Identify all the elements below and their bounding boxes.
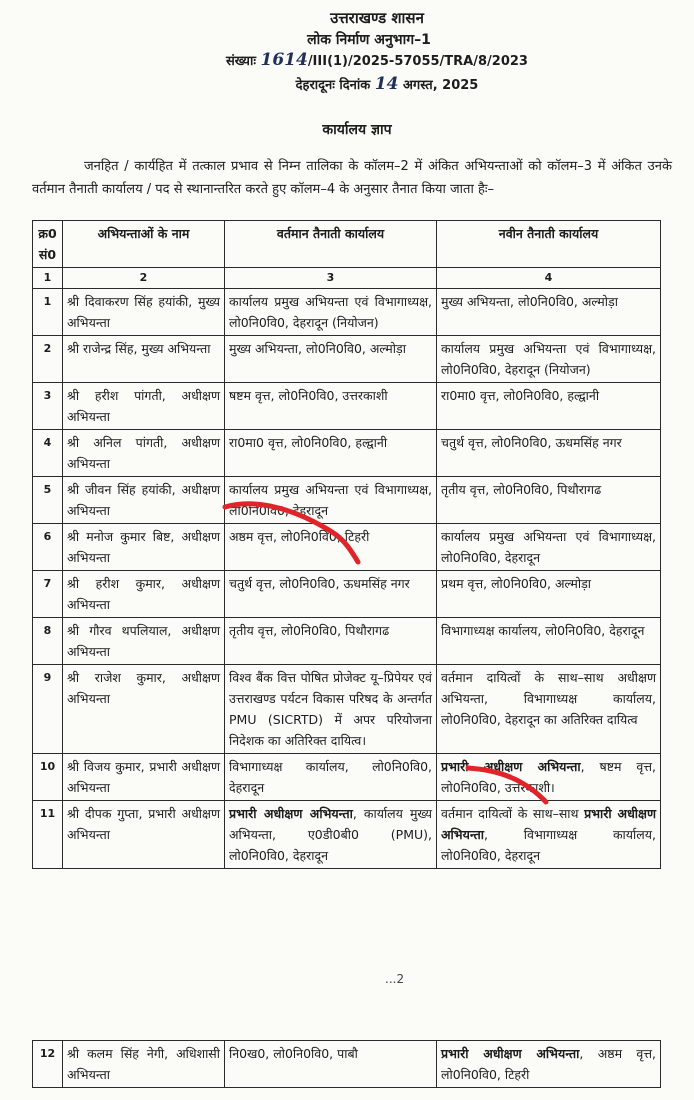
date-day-handwritten: 14 [374, 74, 399, 94]
serial-cell: 5 [33, 477, 63, 524]
serial-cell: 4 [33, 430, 63, 477]
name-cell: श्री हरीश पांगती, अधीक्षण अभियन्ता [63, 383, 225, 430]
new-office-cell: कार्यालय प्रमुख अभियन्ता एवं विभागाध्यक्ष, लो0नि0वि0, देहरादून (नियोजन) [437, 336, 661, 383]
new-office-text: , विभागाध्यक्ष कार्यालय, लो0नि0वि0, देहरादून [441, 827, 656, 863]
date-prefix: देहरादूनः दिनांक [295, 78, 371, 93]
serial-cell: 10 [33, 754, 63, 801]
new-office-cell: विभागाध्यक्ष कार्यालय, लो0नि0वि0, देहरादून [437, 618, 661, 665]
new-office-cell [437, 754, 661, 801]
ref-number-handwritten: 1614 [260, 50, 308, 70]
new-office-cell: चतुर्थ वृत्त, लो0नि0वि0, ऊधमसिंह नगर [437, 430, 661, 477]
current-office-cell: विश्व बैंक वित्त पोषित प्रोजेक्ट यू–प्रिपेयर एवं उत्तराखण्ड पर्यटन विकास परिषद के अन्तर्गत PMU (SICRTD) में अपर परियोजना निदेशक का अतिरिक्त दायित्व। [225, 665, 437, 754]
header-serial: क्र0 सं0 [33, 221, 63, 268]
ref-prefix: संख्याः [226, 54, 256, 69]
new-office-bold: प्रभारी अधीक्षण अभियन्ता [441, 806, 656, 842]
name-cell: श्री दिवाकरण सिंह हयांकी, मुख्य अभियन्ता [63, 289, 225, 336]
name-cell: श्री कलम सिंह नेगी, अधिशासी अभियन्ता [63, 1041, 225, 1088]
table-row [33, 665, 661, 754]
current-office-cell: मुख्य अभियन्ता, लो0नि0वि0, अल्मोड़ा [225, 336, 437, 383]
ref-suffix: /III(1)/2025-57055/TRA/8/2023 [307, 54, 528, 69]
table-row [33, 571, 661, 618]
page-break [0, 958, 694, 1038]
current-office-cell: षष्टम वृत्त, लो0नि0वि0, उत्तरकाशी [225, 383, 437, 430]
serial-cell: 8 [33, 618, 63, 665]
name-cell: श्री मनोज कुमार बिष्ट, अधीक्षण अभियन्ता [63, 524, 225, 571]
new-office-text: , अष्ठम वृत्त, लो0नि0वि0, टिहरी [441, 1046, 656, 1082]
date-suffix: अगस्त, 2025 [402, 78, 479, 93]
new-office-text: , षष्टम वृत्त, लो0नि0वि0, उत्तरकाशी। [441, 759, 656, 795]
table-row [33, 383, 661, 430]
name-cell: श्री हरीश कुमार, अधीक्षण अभियन्ता [63, 571, 225, 618]
intro-paragraph: जनहित / कार्यहित में तत्काल प्रभाव से निम्न तालिका के कॉलम–2 में अंकित अभियन्ताओं को कॉलम–3 में अंकित उनके वर्तमान तैनाती कार्यालय / पद से स्थानान्तरित करते हुए कॉलम–4 के अनुसार तैनात किया जाता हैः– [32, 159, 672, 197]
page-continuation-mark: ...2 [385, 972, 405, 986]
new-office-cell: प्रथम वृत्त, लो0नि0वि0, अल्मोड़ा [437, 571, 661, 618]
current-office-cell: कार्यालय प्रमुख अभियन्ता एवं विभागाध्यक्ष, लो0नि0वि0, देहरादून (नियोजन) [225, 289, 437, 336]
current-office-cell [225, 801, 437, 869]
serial-cell: 7 [33, 571, 63, 618]
new-office-cell: मुख्य अभियन्ता, लो0नि0वि0, अल्मोड़ा [437, 289, 661, 336]
section-heading: लोक निर्माण अनुभाग–1 [307, 32, 431, 48]
table-row [33, 524, 661, 571]
serial-cell: 6 [33, 524, 63, 571]
col-index: 2 [63, 268, 225, 289]
new-office-cell: रा0मा0 वृत्त, लो0नि0वि0, हल्द्वानी [437, 383, 661, 430]
table-row [33, 477, 661, 524]
col-index: 4 [437, 268, 661, 289]
serial-cell: 12 [33, 1041, 63, 1088]
memo-title: कार्यालय ज्ञाप [322, 122, 392, 138]
name-cell: श्री राजेन्द्र सिंह, मुख्य अभियन्ता [63, 336, 225, 383]
current-office-cell: विभागाध्यक्ष कार्यालय, लो0नि0वि0, देहरादून [225, 754, 437, 801]
col-index: 3 [225, 268, 437, 289]
current-office-cell: नि0ख0, लो0नि0वि0, पाबौ [225, 1041, 437, 1088]
new-office-cell: वर्तमान दायित्वों के साथ–साथ अधीक्षण अभियन्ता, विभागाध्यक्ष कार्यालय, लो0नि0वि0, देहरादून का अतिरिक्त दायित्व [437, 665, 661, 754]
current-office-text: , कार्यालय मुख्य अभियन्ता, ए0डी0बी0 (PMU), लो0नि0वि0, देहरादून [229, 806, 432, 863]
current-office-cell: रा0मा0 वृत्त, लो0नि0वि0, हल्द्वानी [225, 430, 437, 477]
new-office-cell: कार्यालय प्रमुख अभियन्ता एवं विभागाध्यक्ष, लो0नि0वि0, देहरादून [437, 524, 661, 571]
new-office-bold: प्रभारी अधीक्षण अभियन्ता [441, 759, 581, 774]
name-cell: श्री विजय कुमार, प्रभारी अधीक्षण अभियन्ता [63, 754, 225, 801]
transfer-table-continued [32, 1040, 661, 1088]
header-new-office: नवीन तैनाती कार्यालय [437, 221, 661, 268]
date-line [40, 74, 694, 94]
reference-line [30, 50, 694, 70]
name-cell: श्री दीपक गुप्ता, प्रभारी अधीक्षण अभियन्ता [63, 801, 225, 869]
current-office-cell: कार्यालय प्रमुख अभियन्ता एवं विभागाध्यक्ष, लो0नि0वि0, देहरादून [225, 477, 437, 524]
table-row [33, 430, 661, 477]
table-row [33, 1041, 661, 1088]
current-office-cell: तृतीय वृत्त, लो0नि0वि0, पिथौरागढ [225, 618, 437, 665]
new-office-lead: वर्तमान दायित्वों के साथ–साथ [441, 806, 585, 821]
name-cell: श्री अनिल पांगती, अधीक्षण अभियन्ता [63, 430, 225, 477]
new-office-bold: प्रभारी अधीक्षण अभियन्ता [441, 1046, 580, 1061]
current-office-cell: अष्ठम वृत्त, लो0नि0वि0, टिहरी [225, 524, 437, 571]
serial-cell: 11 [33, 801, 63, 869]
serial-cell: 1 [33, 289, 63, 336]
table-row [33, 336, 661, 383]
header-current-office: वर्तमान तैनाती कार्यालय [225, 221, 437, 268]
table-header-row [33, 221, 661, 268]
table-row [33, 801, 661, 869]
header-name: अभियन्ताओं के नाम [63, 221, 225, 268]
transfer-table [32, 220, 661, 869]
new-office-cell [437, 801, 661, 869]
name-cell: श्री जीवन सिंह हयांकी, अधीक्षण अभियन्ता [63, 477, 225, 524]
name-cell: श्री गौरव थपलियाल, अधीक्षण अभियन्ता [63, 618, 225, 665]
name-cell: श्री राजेश कुमार, अधीक्षण अभियन्ता [63, 665, 225, 754]
govt-heading: उत्तराखण्ड शासन [330, 9, 424, 27]
serial-cell: 2 [33, 336, 63, 383]
col-index: 1 [33, 268, 63, 289]
current-office-bold: प्रभारी अधीक्षण अभियन्ता [229, 806, 353, 821]
current-office-cell: चतुर्थ वृत्त, लो0नि0वि0, ऊधमसिंह नगर [225, 571, 437, 618]
table-row [33, 289, 661, 336]
serial-cell: 3 [33, 383, 63, 430]
serial-cell: 9 [33, 665, 63, 754]
new-office-cell [437, 1041, 661, 1088]
column-index-row [33, 268, 661, 289]
table-row [33, 618, 661, 665]
table-row [33, 754, 661, 801]
new-office-cell: तृतीय वृत्त, लो0नि0वि0, पिथौरागढ [437, 477, 661, 524]
